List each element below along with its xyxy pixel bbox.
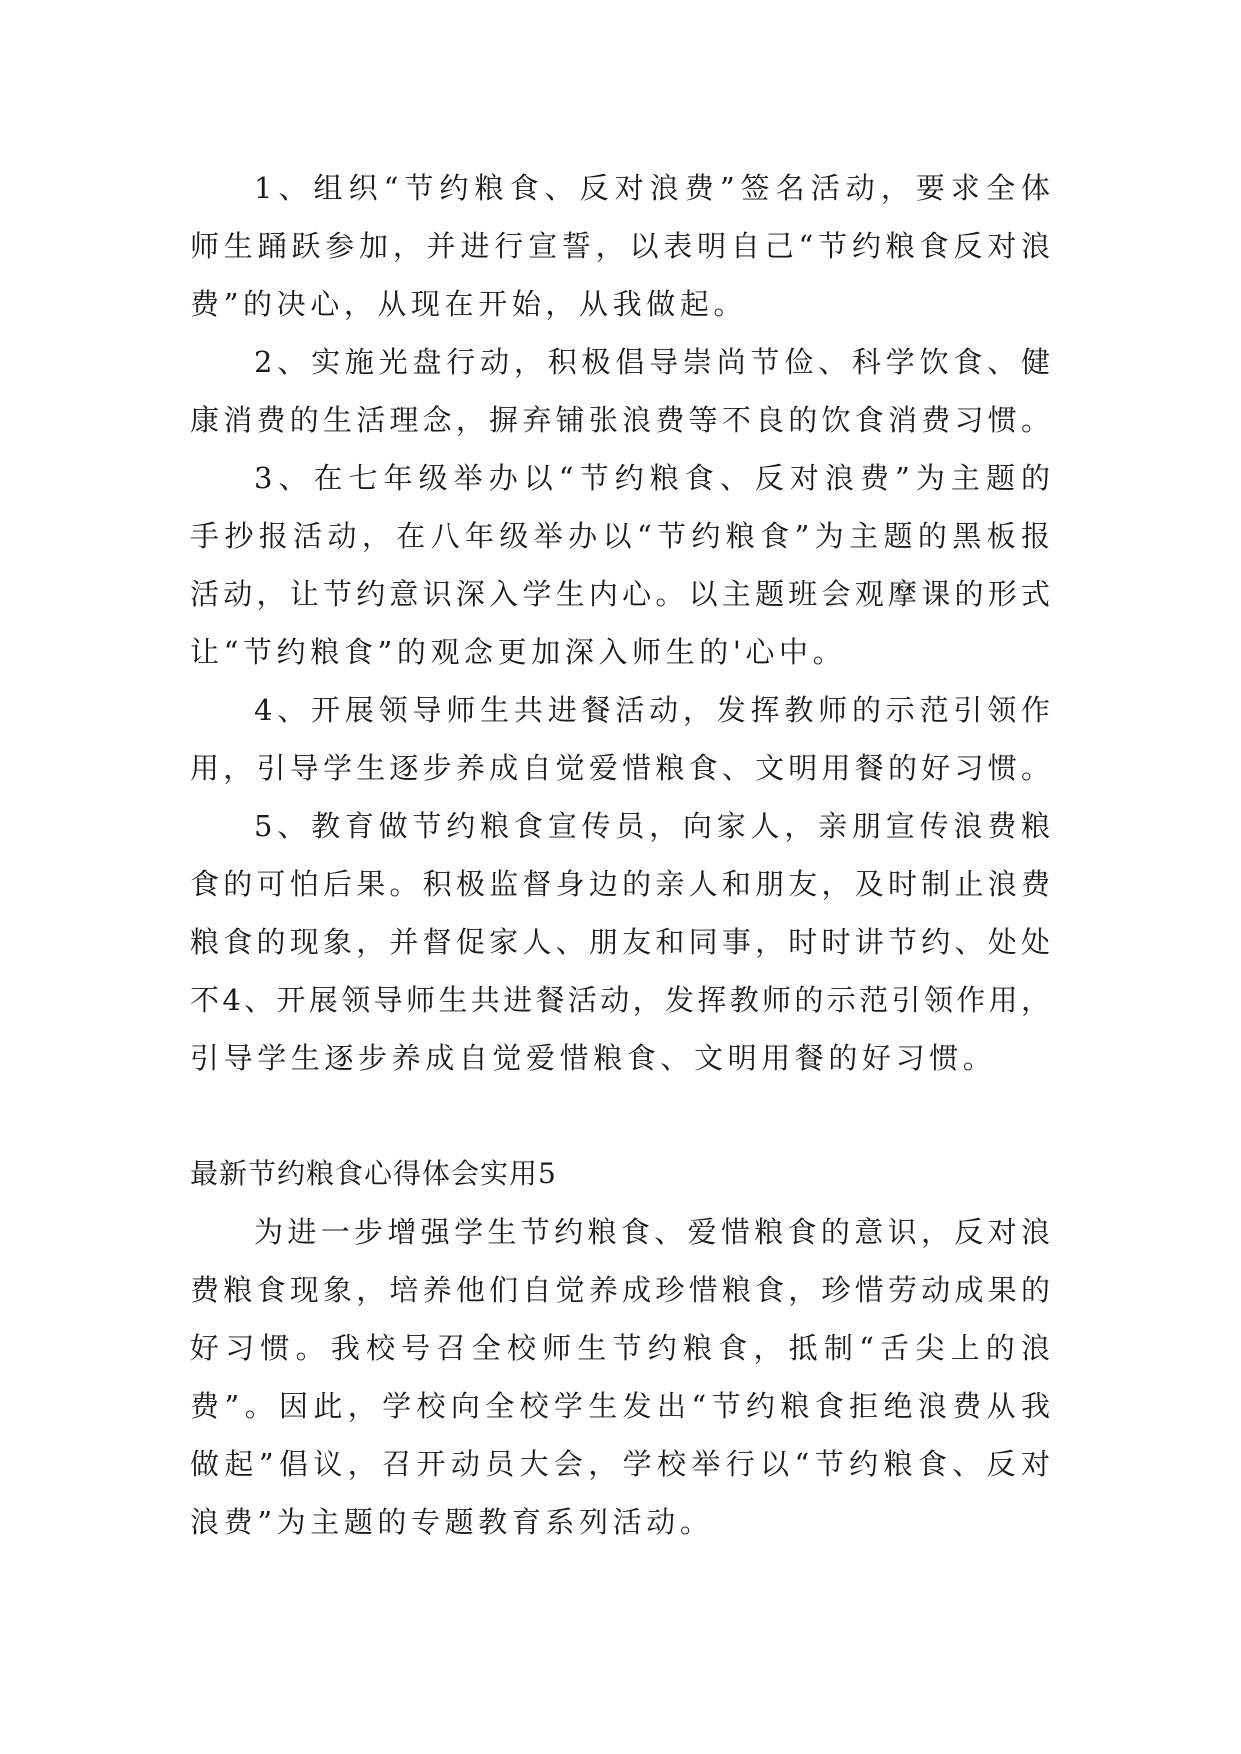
paragraph-6-line-6: 浪费”为主题的专题教育系列活动。 [190, 1505, 714, 1539]
paragraph-3-line-4: 让“节约粮食”的观念更加深入师生的'心中。 [190, 635, 847, 669]
paragraph-5-line-4: 不4、开展领导师生共进餐活动，发挥教师的示范引领作用， [190, 983, 1050, 1017]
paragraph-3-line-2: 手抄报活动，在八年级举办以“节约粮食”为主题的黑板报 [190, 519, 1050, 553]
paragraph-5-line-3: 粮食的现象，并督促家人、朋友和同事，时时讲节约、处处 [190, 925, 1050, 959]
paragraph-2-line-2: 康消费的生活理念，摒弃铺张浪费等不良的饮食消费习惯。 [190, 403, 1050, 437]
paragraph-6-line-1: 为进一步增强学生节约粮食、爱惜粮食的意识，反对浪 [254, 1215, 1050, 1249]
paragraph-1-line-1: 1、组织“节约粮食、反对浪费”签名活动，要求全体 [254, 171, 1050, 205]
paragraph-6-line-5: 做起”倡议，召开动员大会，学校举行以“节约粮食、反对 [190, 1447, 1050, 1481]
paragraph-3-line-1: 3、在七年级举办以“节约粮食、反对浪费”为主题的 [254, 461, 1050, 495]
paragraph-3-line-3: 活动，让节约意识深入学生内心。以主题班会观摩课的形式 [190, 577, 1050, 611]
paragraph-5-line-2: 食的可怕后果。积极监督身边的亲人和朋友，及时制止浪费 [190, 867, 1050, 901]
paragraph-1-line-2: 师生踊跃参加，并进行宣誓，以表明自己“节约粮食反对浪 [190, 229, 1050, 263]
paragraph-4-line-2: 用，引导学生逐步养成自觉爱惜粮食、文明用餐的好习惯。 [190, 751, 1050, 785]
paragraph-4-line-1: 4、开展领导师生共进餐活动，发挥教师的示范引领作 [254, 693, 1050, 727]
paragraph-6-line-2: 费粮食现象，培养他们自觉养成珍惜粮食，珍惜劳动成果的 [190, 1273, 1050, 1307]
section-heading: 最新节约粮食心得体会实用5 [190, 1157, 557, 1190]
paragraph-5-line-5: 引导学生逐步养成自觉爱惜粮食、文明用餐的好习惯。 [190, 1041, 997, 1075]
paragraph-6-line-4: 费”。因此，学校向全校学生发出“节约粮食拒绝浪费从我 [190, 1389, 1050, 1423]
paragraph-6-line-3: 好习惯。我校号召全校师生节约粮食，抵制“舌尖上的浪 [190, 1331, 1050, 1365]
paragraph-2-line-1: 2、实施光盘行动，积极倡导崇尚节俭、科学饮食、健 [254, 345, 1050, 379]
paragraph-1-line-3: 费”的决心，从现在开始，从我做起。 [190, 287, 748, 321]
paragraph-5-line-1: 5、教育做节约粮食宣传员，向家人，亲朋宣传浪费粮 [254, 809, 1050, 843]
